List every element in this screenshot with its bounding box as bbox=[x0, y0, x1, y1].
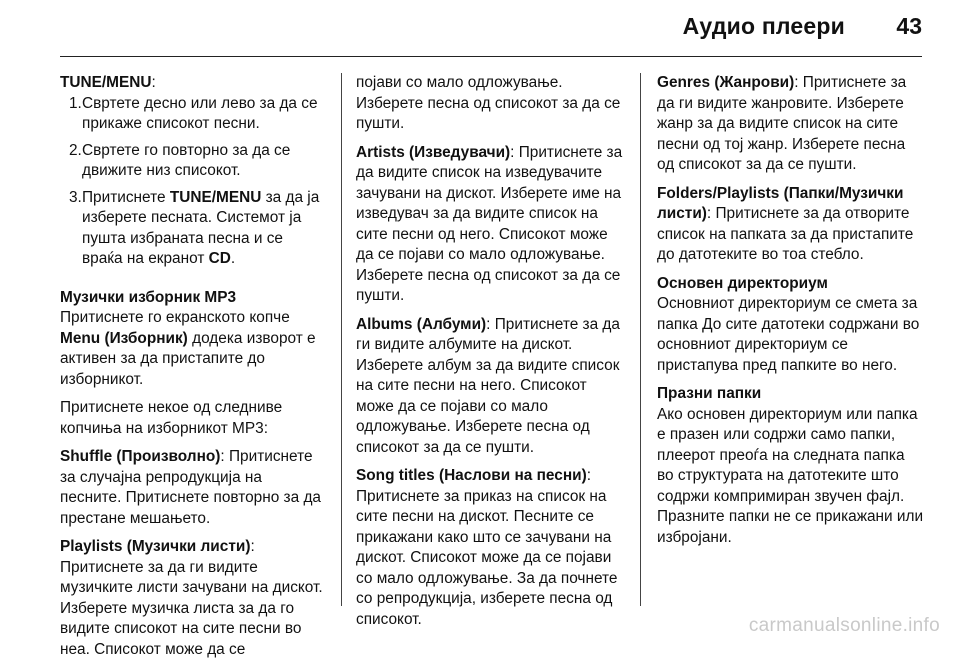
songs-term-line: Song titles (Наслови на песни): bbox=[356, 466, 624, 487]
column-2 bbox=[356, 73, 624, 630]
section-heading-root: Основен директориум bbox=[657, 274, 925, 295]
list-item: 2. Свртете го повторно за да се движите низ списокот. bbox=[60, 141, 326, 182]
playlists-term-line: Playlists (Музички листи): bbox=[60, 537, 326, 558]
watermark: carmanualsonline.info bbox=[749, 616, 940, 637]
albums-paragraph: Albums (Албуми): Притиснете за да ги видите албумите на дискот. Изберете албум за да видите список на сите песни на него. Списокот може да се појави со мало одложување. Изберете песна од списокот за да се пушти. bbox=[356, 315, 624, 459]
term-genres: Genres (Жанрови) bbox=[657, 74, 794, 91]
term-shuffle: Shuffle (Произволно) bbox=[60, 448, 220, 465]
mp3-paragraph-2: Притиснете некое од следниве копчиња на изборникот MP3: bbox=[60, 398, 326, 439]
empty-paragraph: Ако основен директориум или папка е празен или содржи само папки, плеерот преоѓа на следната папка во структурата на датотеките што содржи компримиран звучен фајл. Празните папки не се прикажани или избројани. bbox=[657, 405, 925, 549]
genres-paragraph: Genres (Жанрови): Притиснете за да ги видите жанровите. Изберете жанр за да видите список на сите песни од тој жанр. Изберете песна од списокот за да се пушти. bbox=[657, 73, 925, 176]
term-artists: Artists (Изведувачи) bbox=[356, 144, 510, 161]
playlists-paragraph: Притиснете за да ги видите музичките листи зачувани на дискот. Изберете музичка листа за да го видите списокот на сите песни во неа. Списокот може да се bbox=[60, 558, 326, 660]
column-divider-1 bbox=[341, 73, 342, 606]
songs-paragraph: Притиснете за приказ на список на сите песни на дискот. Песните се прикажани како што се зачувани на дискот. Списокот може да се појави со мало одложување. За да почнете со репродукција, изберете песна од списокот. bbox=[356, 487, 624, 631]
steps-list bbox=[60, 94, 326, 270]
term-tune-menu: TUNE/MENU bbox=[60, 74, 152, 91]
section-heading-mp3: Музички изборник MP3 bbox=[60, 288, 326, 309]
term-song-titles: Song titles (Наслови на песни) bbox=[356, 467, 587, 484]
term-playlists: Playlists (Музички листи) bbox=[60, 538, 250, 555]
list-item: 3. Притиснете TUNE/MENU за да ја изберете песната. Системот ја пушта избраната песна и се враќа на екранот CD. bbox=[60, 188, 326, 270]
page-header bbox=[0, 0, 960, 58]
column-1 bbox=[60, 73, 326, 660]
root-paragraph: Основниот директориум се смета за папка До сите датотеки содржани во основниот директориум се пристапува пред папките во него. bbox=[657, 294, 925, 376]
shuffle-paragraph: Shuffle (Произволно): Притиснете за случајна репродукција на песните. Притиснете повторно за да престане мешањето. bbox=[60, 447, 326, 529]
column-divider-2 bbox=[640, 73, 641, 606]
artists-paragraph: Artists (Изведувачи): Притиснете за да видите список на изведувачите зачувани на дискот. Изберете име на изведувач за да видите список на сите песни од него. Списокот може да се појави со мало одложување. Изберете песна од списокот за да се пушти. bbox=[356, 143, 624, 307]
column-3 bbox=[657, 73, 925, 548]
mp3-paragraph: Притиснете го екранското копче Menu (Изборник) додека изворот е активен за да пристапите до изборникот. bbox=[60, 308, 326, 390]
list-item: 1. Свртете десно или лево за да се прикаже списокот песни. bbox=[60, 94, 326, 135]
folders-paragraph: Folders/Playlists (Папки/Музички листи): Притиснете за да отворите список на папката за да пристапите до датотеките во тоа стебло. bbox=[657, 184, 925, 266]
term-albums: Albums (Албуми) bbox=[356, 316, 486, 333]
continued-paragraph: појави со мало одложување. Изберете песна од списокот за да се пушти. bbox=[356, 73, 624, 135]
page-title: Аудио плеери bbox=[683, 16, 845, 37]
tune-menu-intro: TUNE/MENU: bbox=[60, 73, 326, 94]
section-heading-empty: Празни папки bbox=[657, 384, 925, 405]
page-number: 43 bbox=[896, 16, 922, 37]
term-folders-playlists: Folders/Playlists (Папки/Музички листи) bbox=[657, 185, 903, 223]
header-divider bbox=[60, 56, 922, 57]
